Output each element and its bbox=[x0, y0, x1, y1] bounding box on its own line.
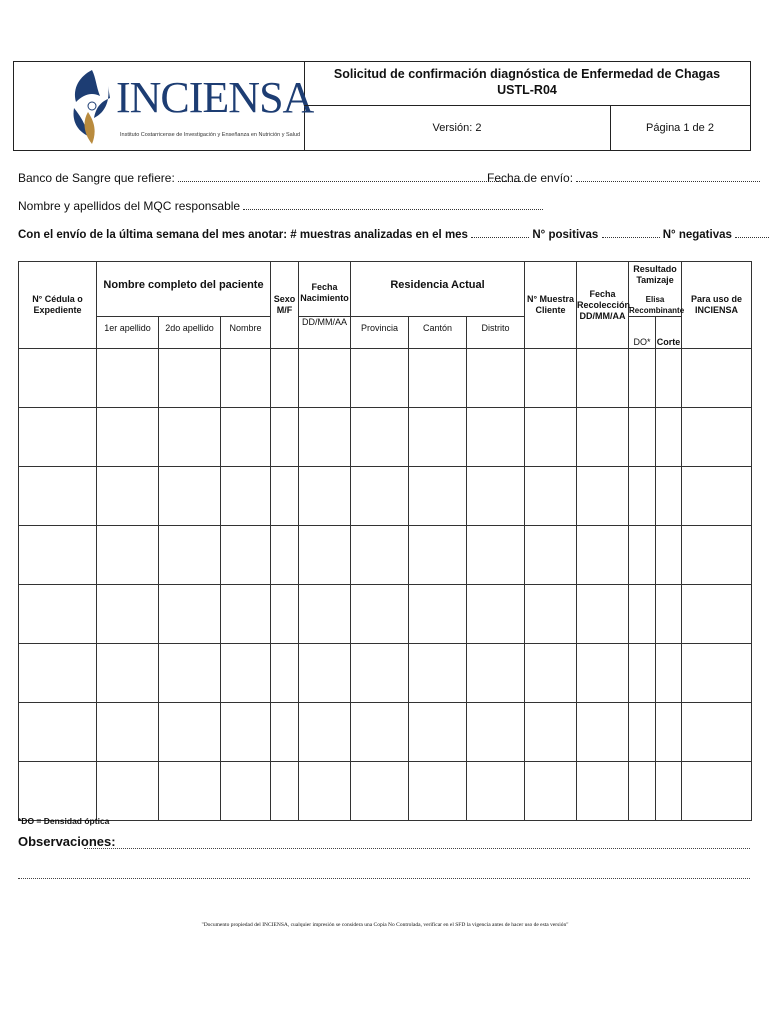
document-code: USTL-R04 bbox=[497, 83, 557, 97]
document-header bbox=[13, 61, 751, 151]
table-row[interactable] bbox=[19, 585, 752, 644]
fecha-envio-label: Fecha de envío: bbox=[487, 171, 574, 185]
observaciones-label: Observaciones: bbox=[18, 834, 116, 849]
muestras-input[interactable] bbox=[471, 227, 529, 238]
col-sexo: Sexo M/F bbox=[271, 262, 299, 349]
positivas-input[interactable] bbox=[602, 227, 660, 238]
col-muestra: N° Muestra Cliente bbox=[525, 262, 577, 349]
document-title: Solicitud de confirmación diagnóstica de Enfermedad de Chagas bbox=[333, 67, 721, 81]
col-segundo-apellido: 2do apellido bbox=[159, 317, 221, 349]
envio-label-3: N° negativas bbox=[662, 229, 732, 241]
col-do: DO* bbox=[629, 317, 656, 349]
fecha-nac-format: DD/MM/AA bbox=[299, 317, 351, 349]
footnote-do: *DO = Densidad óptica bbox=[18, 816, 110, 826]
col-corte: Corte bbox=[656, 317, 682, 349]
col-nombre-completo: Nombre completo del paciente bbox=[97, 262, 271, 317]
col-distrito: Distrito bbox=[467, 317, 525, 349]
envio-field bbox=[18, 227, 770, 241]
envio-label-2: N° positivas bbox=[532, 229, 599, 241]
logo-subtitle: Instituto Costarricense de Investigación y Enseñanza en Nutrición y Salud bbox=[120, 132, 301, 138]
banco-label: Banco de Sangre que refiere: bbox=[18, 171, 175, 185]
col-uso: Para uso de INCIENSA bbox=[682, 262, 752, 349]
banco-field bbox=[18, 171, 523, 185]
responsable-input[interactable] bbox=[243, 199, 543, 210]
table-row[interactable] bbox=[19, 349, 752, 408]
col-fecha-rec: Fecha Recolección DD/MM/AA bbox=[577, 262, 629, 349]
document-title-cell bbox=[304, 62, 750, 106]
banco-input[interactable] bbox=[178, 171, 523, 182]
table-row[interactable] bbox=[19, 703, 752, 762]
col-cedula: N° Cédula o Expediente bbox=[19, 262, 97, 349]
page-number: Página 1 de 2 bbox=[646, 122, 714, 134]
observaciones-line-2[interactable] bbox=[18, 866, 750, 879]
elisa-label: Elisa Recombinante bbox=[629, 295, 685, 315]
col-provincia: Provincia bbox=[351, 317, 409, 349]
table-row[interactable] bbox=[19, 408, 752, 467]
envio-label-1: Con el envío de la última semana del mes anotar: # muestras analizadas en el mes bbox=[18, 229, 468, 241]
table-row[interactable] bbox=[19, 526, 752, 585]
col-canton: Cantón bbox=[409, 317, 467, 349]
responsable-label: Nombre y apellidos del MQC responsable bbox=[18, 199, 241, 213]
resultado-label: Resultado Tamizaje bbox=[633, 264, 677, 285]
version: Versión: 2 bbox=[304, 106, 611, 150]
col-resultado bbox=[629, 262, 685, 317]
fecha-envio-input[interactable] bbox=[576, 171, 760, 182]
negativas-input[interactable] bbox=[735, 227, 770, 238]
col-nombre: Nombre bbox=[221, 317, 271, 349]
observaciones-line-1[interactable] bbox=[84, 836, 750, 849]
logo-text: INCIENSA bbox=[116, 73, 314, 122]
table-row[interactable] bbox=[19, 467, 752, 526]
col-residencia: Residencia Actual bbox=[351, 262, 525, 317]
col-primer-apellido: 1er apellido bbox=[97, 317, 159, 349]
logo-area bbox=[14, 62, 314, 150]
table-row[interactable] bbox=[19, 762, 752, 821]
responsable-field bbox=[18, 199, 543, 213]
inciensa-logo-icon bbox=[66, 66, 118, 146]
col-fecha-nac: Fecha Nacimiento bbox=[299, 262, 351, 317]
table-row[interactable] bbox=[19, 644, 752, 703]
disclaimer: "Documento propiedad del INCIENSA, cualquier impresión se considera una Copia No Controlada, verificar en el SFD la vigencia antes de hacer uso de esta versión" bbox=[201, 922, 569, 928]
patients-table bbox=[18, 261, 752, 821]
table-subheader-row bbox=[19, 317, 752, 349]
fecha-envio-field bbox=[487, 171, 760, 185]
table-header-row bbox=[19, 262, 752, 317]
